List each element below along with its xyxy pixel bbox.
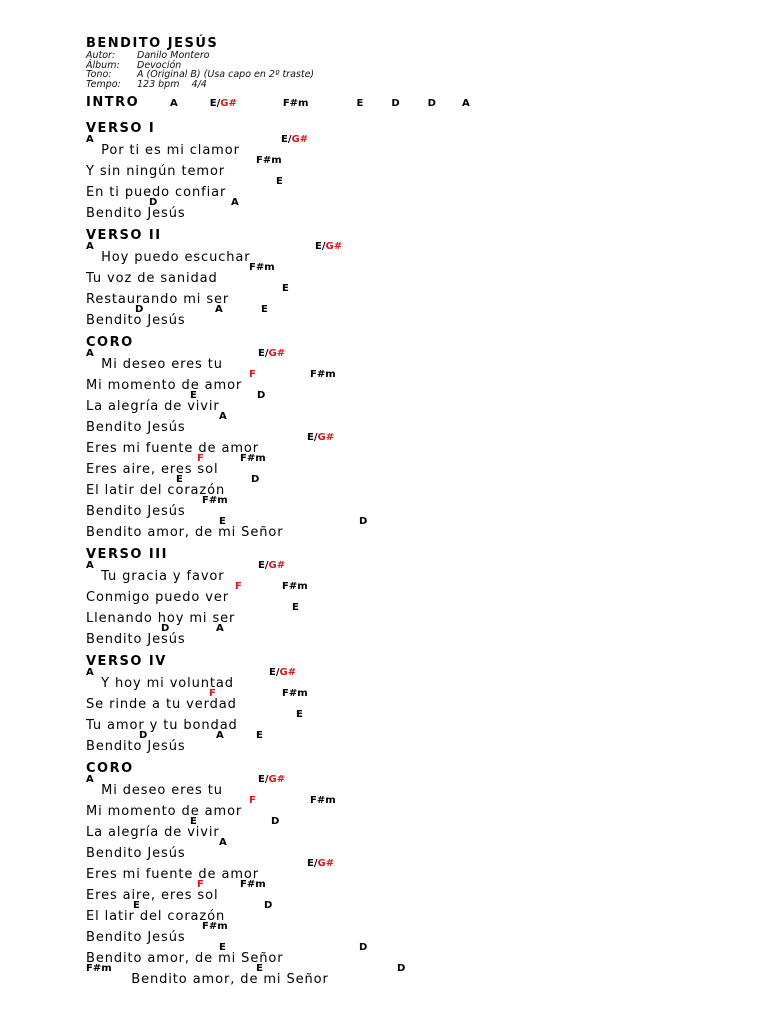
chord-row xyxy=(86,305,686,315)
chord-part: D xyxy=(149,197,158,208)
chord xyxy=(258,775,285,785)
chord xyxy=(135,305,143,315)
song-document xyxy=(86,36,686,985)
chord xyxy=(240,880,266,890)
chord-row xyxy=(86,668,686,678)
section-title: CORO xyxy=(86,335,134,350)
chord-row xyxy=(86,880,686,890)
lyric-line: La alegría de vivir xyxy=(86,825,220,840)
chord xyxy=(258,561,285,571)
chord-part: D xyxy=(427,98,436,109)
chord xyxy=(282,284,289,294)
chord-part: A xyxy=(216,730,224,741)
chord-part: A xyxy=(216,623,224,634)
lyric-line: Bendito Jesús xyxy=(86,846,186,861)
chord xyxy=(269,668,296,678)
chord-row xyxy=(86,349,686,359)
chord-row xyxy=(86,284,686,294)
chord-row xyxy=(86,689,686,699)
chord-part: D xyxy=(359,516,368,527)
lyric-line: Bendito Jesús xyxy=(86,206,186,221)
intro-chords xyxy=(170,98,470,109)
chord-row xyxy=(86,370,686,380)
chord xyxy=(215,305,223,315)
chord-part: E xyxy=(219,942,226,953)
chord xyxy=(219,517,226,527)
meta-key: Tono: A (Original B) (Usa capo en 2º traste) xyxy=(86,69,315,80)
lyric-line: Bendito amor, de mi Señor xyxy=(86,951,284,966)
chord-row xyxy=(86,964,686,974)
song-section xyxy=(86,337,686,538)
intro-chord xyxy=(462,98,470,109)
chord-part: D xyxy=(397,963,406,974)
chord xyxy=(197,454,204,464)
intro-chord xyxy=(428,98,436,109)
chord-part: E/ xyxy=(209,98,221,109)
chord xyxy=(209,689,216,699)
chord-part: F#m xyxy=(202,921,228,932)
chord-part: F xyxy=(235,581,242,592)
chord-row xyxy=(86,242,686,252)
chord-part: G# xyxy=(291,134,309,145)
chord-part: G# xyxy=(220,98,237,109)
song-sections xyxy=(86,123,686,985)
chord-part: A xyxy=(86,348,94,359)
chord-part: E xyxy=(133,900,140,911)
chord-part: D xyxy=(391,98,400,109)
chord-part: F xyxy=(249,369,256,380)
chord-row xyxy=(86,731,686,741)
lyric-line: Restaurando mi ser xyxy=(86,292,230,307)
chord-part: F#m xyxy=(240,879,266,890)
chord xyxy=(359,943,367,953)
chord-part: E xyxy=(296,709,303,720)
chord xyxy=(359,517,367,527)
chord xyxy=(264,901,272,911)
chord-part: F#m xyxy=(282,98,309,109)
lyric-line: Llenando hoy mi ser xyxy=(86,611,236,626)
chord xyxy=(307,859,334,869)
lyric-line: Eres aire, eres sol xyxy=(86,462,219,477)
chord-part: F xyxy=(209,688,216,699)
chord xyxy=(261,305,268,315)
chord xyxy=(86,349,94,359)
chord xyxy=(133,901,140,911)
chord-part: G# xyxy=(317,432,335,443)
chord xyxy=(282,582,308,592)
intro-label: INTRO xyxy=(86,95,140,110)
meta-tempo: Tempo: 123 bpm 4/4 xyxy=(86,78,207,90)
meta-author: Autor: Danilo Montero xyxy=(86,50,210,61)
chord-part: E/ xyxy=(307,432,318,443)
chord-part: G# xyxy=(325,241,343,252)
chord-part: A xyxy=(86,667,94,678)
chord-part: D xyxy=(271,816,280,827)
chord-part: D xyxy=(161,623,170,634)
meta-album: Álbum: Devoción xyxy=(86,59,182,71)
lyric-line: Hoy puedo escuchar xyxy=(86,250,251,265)
chord-part: A xyxy=(219,837,227,848)
chord-part: E xyxy=(256,730,263,741)
chord xyxy=(307,433,334,443)
song-meta xyxy=(86,51,686,89)
section-title: VERSO II xyxy=(86,228,162,243)
chord-part: G# xyxy=(317,858,335,869)
section-title: VERSO I xyxy=(86,121,156,136)
chord xyxy=(190,391,197,401)
chord xyxy=(256,156,282,166)
chord-part: G# xyxy=(268,560,286,571)
lyric-line: Tu voz de sanidad xyxy=(86,271,218,286)
chord-part: E xyxy=(292,602,299,613)
chord-part: A xyxy=(86,560,94,571)
chord xyxy=(315,242,342,252)
chord-part: E/ xyxy=(258,774,269,785)
lyric-line: Mi deseo eres tu xyxy=(86,357,223,372)
chord xyxy=(219,943,226,953)
chord-row xyxy=(86,901,686,911)
chord-part: D xyxy=(139,730,148,741)
chord xyxy=(216,624,224,634)
chord xyxy=(86,668,94,678)
chord-part: F#m xyxy=(310,369,336,380)
chord-row xyxy=(86,838,686,848)
chord-part: E xyxy=(276,176,283,187)
song-section xyxy=(86,656,686,752)
chord-part: G# xyxy=(268,774,286,785)
chord xyxy=(202,922,228,932)
chord xyxy=(249,263,275,273)
chord-row xyxy=(86,624,686,634)
chord xyxy=(149,198,157,208)
chord xyxy=(202,496,228,506)
chord-part: G# xyxy=(268,348,286,359)
chord-part: D xyxy=(251,474,260,485)
chord xyxy=(281,135,308,145)
song-section xyxy=(86,123,686,219)
chord-row xyxy=(86,156,686,166)
chord-part: E xyxy=(219,516,226,527)
chord-part: A xyxy=(170,98,178,109)
intro-chord xyxy=(283,98,309,109)
chord-part: E xyxy=(176,474,183,485)
chord xyxy=(257,391,265,401)
chord-part: E xyxy=(282,283,289,294)
chord xyxy=(86,135,94,145)
chord-row xyxy=(86,922,686,932)
lyric-line: Bendito amor, de mi Señor xyxy=(86,972,329,987)
chord xyxy=(197,880,204,890)
lyric-line: En ti puedo confiar xyxy=(86,185,227,200)
chord-row xyxy=(86,710,686,720)
lyric-line: Bendito amor, de mi Señor xyxy=(86,525,284,540)
chord-part: F xyxy=(249,795,256,806)
chord xyxy=(86,242,94,252)
lyric-line: El latir del corazón xyxy=(86,909,226,924)
chord-row xyxy=(86,775,686,785)
lyric-line: Se rinde a tu verdad xyxy=(86,697,237,712)
chord-part: E xyxy=(256,963,263,974)
chord-part: D xyxy=(135,304,144,315)
chord-part: F#m xyxy=(256,155,282,166)
chord xyxy=(161,624,169,634)
lyric-line: Tu gracia y favor xyxy=(86,569,225,584)
chord-row xyxy=(86,198,686,208)
chord-part: A xyxy=(231,197,239,208)
chord-part: F#m xyxy=(86,963,112,974)
lyric-line: Mi momento de amor xyxy=(86,804,243,819)
chord-part: D xyxy=(359,942,368,953)
chord-part: A xyxy=(461,98,470,109)
section-title: CORO xyxy=(86,761,134,776)
chord xyxy=(276,177,283,187)
chord-row xyxy=(86,517,686,527)
lyric-line: Bendito Jesús xyxy=(86,930,186,945)
intro-chord xyxy=(210,98,237,109)
chord-row xyxy=(86,582,686,592)
chord xyxy=(235,582,242,592)
song-section xyxy=(86,763,686,985)
chord xyxy=(219,838,227,848)
chord xyxy=(251,475,259,485)
chord xyxy=(256,731,263,741)
chord-row xyxy=(86,796,686,806)
chord-part: E xyxy=(261,304,268,315)
chord-row xyxy=(86,561,686,571)
lyric-line: Bendito Jesús xyxy=(86,420,186,435)
chord-part: F#m xyxy=(282,581,308,592)
lyric-line: Y sin ningún temor xyxy=(86,164,226,179)
chord xyxy=(139,731,147,741)
chord-row xyxy=(86,817,686,827)
chord-row xyxy=(86,263,686,273)
lyric-line: Mi deseo eres tu xyxy=(86,783,223,798)
chord-part: E/ xyxy=(315,241,326,252)
chord-row xyxy=(86,603,686,613)
chord-part: A xyxy=(219,411,227,422)
chord-part: F#m xyxy=(249,262,275,273)
lyric-line: Conmigo puedo ver xyxy=(86,590,230,605)
lyric-line: Mi momento de amor xyxy=(86,378,243,393)
lyric-line: Eres mi fuente de amor xyxy=(86,441,259,456)
chord xyxy=(397,964,405,974)
chord xyxy=(176,475,183,485)
chord xyxy=(240,454,266,464)
chord-row xyxy=(86,391,686,401)
chord-row xyxy=(86,177,686,187)
chord-part: D xyxy=(264,900,273,911)
song-section xyxy=(86,549,686,645)
chord xyxy=(310,796,336,806)
chord-part: E xyxy=(190,390,197,401)
intro-chord xyxy=(356,98,363,109)
chord-part: A xyxy=(86,241,94,252)
lyric-line: Por ti es mi clamor xyxy=(86,143,240,158)
chord-part: E xyxy=(356,98,364,109)
chord-part: D xyxy=(257,390,266,401)
chord-row xyxy=(86,135,686,145)
chord xyxy=(258,349,285,359)
lyric-line: Bendito Jesús xyxy=(86,739,186,754)
chord-row xyxy=(86,943,686,953)
song-section xyxy=(86,230,686,326)
chord xyxy=(282,689,308,699)
chord-row xyxy=(86,496,686,506)
chord xyxy=(190,817,197,827)
chord-part: E/ xyxy=(307,858,318,869)
chord xyxy=(219,412,227,422)
chord xyxy=(86,561,94,571)
chord xyxy=(310,370,336,380)
chord-row xyxy=(86,433,686,443)
chord xyxy=(231,198,239,208)
chord-row xyxy=(86,454,686,464)
chord-part: A xyxy=(86,134,94,145)
lyric-line: Eres aire, eres sol xyxy=(86,888,219,903)
chord-part: G# xyxy=(279,667,297,678)
chord-part: F#m xyxy=(310,795,336,806)
chord-part: A xyxy=(86,774,94,785)
section-title: VERSO III xyxy=(86,547,168,562)
chord-part: F#m xyxy=(282,688,308,699)
chord xyxy=(271,817,279,827)
intro-line xyxy=(86,95,686,115)
chord xyxy=(256,964,263,974)
chord-part: F#m xyxy=(240,453,266,464)
chord-part: F xyxy=(197,879,204,890)
lyric-line: El latir del corazón xyxy=(86,483,226,498)
lyric-line: Y hoy mi voluntad xyxy=(86,676,234,691)
chord-part: E/ xyxy=(258,560,269,571)
lyric-line: Tu amor y tu bondad xyxy=(86,718,238,733)
lyric-line: Bendito Jesús xyxy=(86,313,186,328)
intro-chord xyxy=(391,98,399,109)
chord xyxy=(86,775,94,785)
chord-part: E/ xyxy=(269,667,280,678)
lyric-line: Eres mi fuente de amor xyxy=(86,867,259,882)
chord-row xyxy=(86,475,686,485)
chord xyxy=(292,603,299,613)
chord-part: A xyxy=(215,304,223,315)
lyric-line: Bendito Jesús xyxy=(86,632,186,647)
section-title: VERSO IV xyxy=(86,654,167,669)
lyric-line: La alegría de vivir xyxy=(86,399,220,414)
lyric-line: Bendito Jesús xyxy=(86,504,186,519)
chord xyxy=(249,796,256,806)
chord-part: E/ xyxy=(258,348,269,359)
chord xyxy=(296,710,303,720)
chord xyxy=(249,370,256,380)
song-title: BENDITO JESÚS xyxy=(86,36,219,51)
chord-row xyxy=(86,412,686,422)
intro-chord xyxy=(170,98,178,109)
chord xyxy=(216,731,224,741)
chord-part: E xyxy=(190,816,197,827)
chord-part: F xyxy=(197,453,204,464)
chord-part: E/ xyxy=(281,134,292,145)
chord-row xyxy=(86,859,686,869)
chord-part: F#m xyxy=(202,495,228,506)
chord xyxy=(86,964,112,974)
